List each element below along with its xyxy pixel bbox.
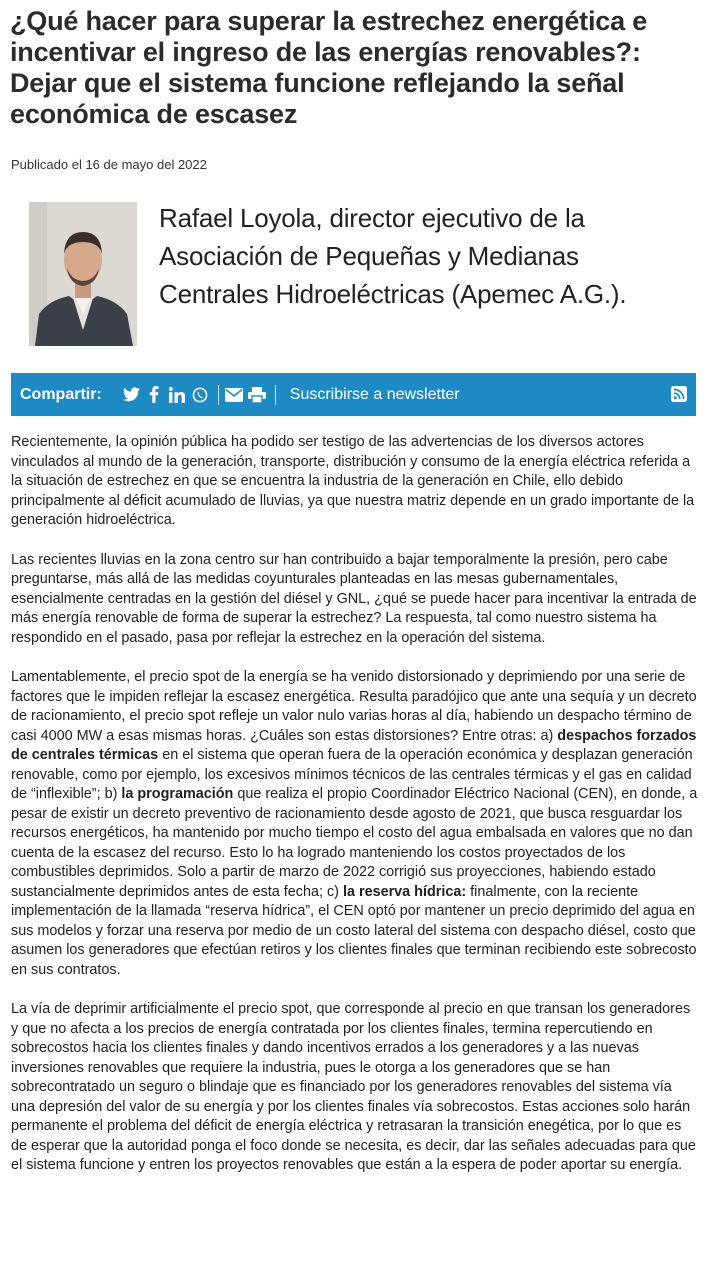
whatsapp-icon[interactable]	[191, 385, 210, 404]
twitter-icon[interactable]	[122, 385, 141, 404]
paragraph-text: Lamentablemente, el precio spot de la energía se ha venido distorsionado y deprimiendo por una serie de factores que le impiden reflejar la escasez energética. Resulta paradójico que ante una sequía y un decreto de racionamiento, el precio spot refleje un valor nulo varias horas al día, habiendo un despacho término de casi 4000 MW a esas mismas horas. ¿Cuáles son estas distorsiones? Entre otras: a)	[11, 669, 697, 744]
share-label: Compartir:	[20, 385, 102, 403]
rss-icon[interactable]	[671, 386, 687, 402]
bold-phrase: la programación	[121, 786, 234, 802]
linkedin-icon[interactable]	[168, 385, 187, 404]
paragraph: Las recientes lluvias en la zona centro sur han contribuido a bajar temporalmente la presión, pero cabe preguntarse, más allá de las medidas coyunturales planteadas en las mesas gubernamentales, esencialmente centradas en la gestión del diésel y GNL, ¿qué se puede hacer para incentivar la entrada de más energía renovable de forma de superar la estrechez? La respuesta, tal como nuestro sistema ha respondido en el pasado, pasa por reflejar la estrechez en la operación del sistema.	[11, 551, 697, 646]
email-icon[interactable]	[225, 385, 244, 404]
paragraph	[11, 668, 699, 980]
paragraph: Recientemente, la opinión pública ha podido ser testigo de las advertencias de los diversos actores vinculados al mundo de la generación, transporte, distribución y consumo de la energía eléctrica referida a la situación de estrechez en que se encuentra la industria de la generación en Chile, ello debido principalmente al déficit acumulado de lluvias, ya que nuestra matriz depende en un grado importante de la generación hidroeléctrica.	[11, 434, 695, 528]
paragraph-text: en el sistema que operan fuera de la operación económica y desplazan generación renovable, como por ejemplo, los excesivos mínimos técnicos de las centrales térmicas y el gas en calidad de “inflexible”; b)	[11, 747, 693, 802]
facebook-icon[interactable]	[145, 385, 164, 404]
print-icon[interactable]	[248, 385, 267, 404]
publish-date: Publicado el 16 de mayo del 2022	[11, 157, 207, 172]
bold-phrase: despachos forzados de centrales térmicas	[11, 727, 697, 763]
bold-phrase: la reserva hídrica:	[342, 883, 467, 900]
paragraph-text: finalmente, con la reciente implementación de la llamada “reserva hídrica”, el CEN optó por mantener un precio deprimido del agua en sus modelos y forzar una reserva por medio de un costo lateral del sistema con despacho diésel, costo que asumen los generadores que efectúan retiros y los clientes finales que terminan recibiendo este sobrecosto en sus contratos.	[11, 883, 697, 978]
divider	[218, 385, 219, 405]
paragraph-text: que realiza el propio Coordinador Eléctrico Nacional (CEN), en donde, a pesar de existir un decreto preventivo de racionamiento desde agosto de 2021, que busca resguardar los recursos energéticos, ha mantenido por mucho tiempo el costo del agua embalsada en valores que no dan cuenta de la escasez del recurso. Esto lo ha logrado manteniendo los costos proyectados de los combustibles deprimidos. Solo a partir de marzo de 2022 corrigió sus proyecciones, habiendo estado sustancialmente deprimidos antes de esta fecha; c)	[11, 786, 698, 900]
author-byline: Rafael Loyola, director ejecutivo de la Asociación de Pequeñas y Medianas Centrales Hidroeléctricas (Apemec A.G.).	[159, 203, 627, 309]
author-photo	[29, 202, 137, 346]
article-title: ¿Qué hacer para superar la estrechez energética e incentivar el ingreso de las energías renovables?: Dejar que el sistema funcione reflejando la señal económica de escasez	[10, 6, 648, 129]
divider	[275, 385, 276, 405]
newsletter-link[interactable]: Suscribirse a newsletter	[289, 385, 460, 403]
share-bar	[11, 373, 696, 416]
paragraph: La vía de deprimir artificialmente el precio spot, que corresponde al precio en que transan los generadores y que no afecta a los precios de energía contratada por los clientes finales, termina repercutiendo en sobrecostos hacia los clientes finales y dando incentivos errados a los generadores y a las nuevas inversiones renovables que requiere la industria, pues le otorga a los generadores que se han sobrecontratado un seguro o blindaje que es financiado por los generadores renovables del sistema vía una depresión del valor de su energía y por los clientes finales vía sobrecostos. Estas acciones solo harán permanente el problema del déficit de energía eléctrica y retrasaran la transición enegética, por lo que es de esperar que la autoridad ponga el foco donde se necesita, es decir, dar las señales adecuadas para que el sistema funcione y entren los proyectos renovables que están a la espera de poder aportar su energía.	[11, 1001, 696, 1173]
article-body	[11, 433, 699, 1196]
share-icons	[122, 385, 282, 405]
